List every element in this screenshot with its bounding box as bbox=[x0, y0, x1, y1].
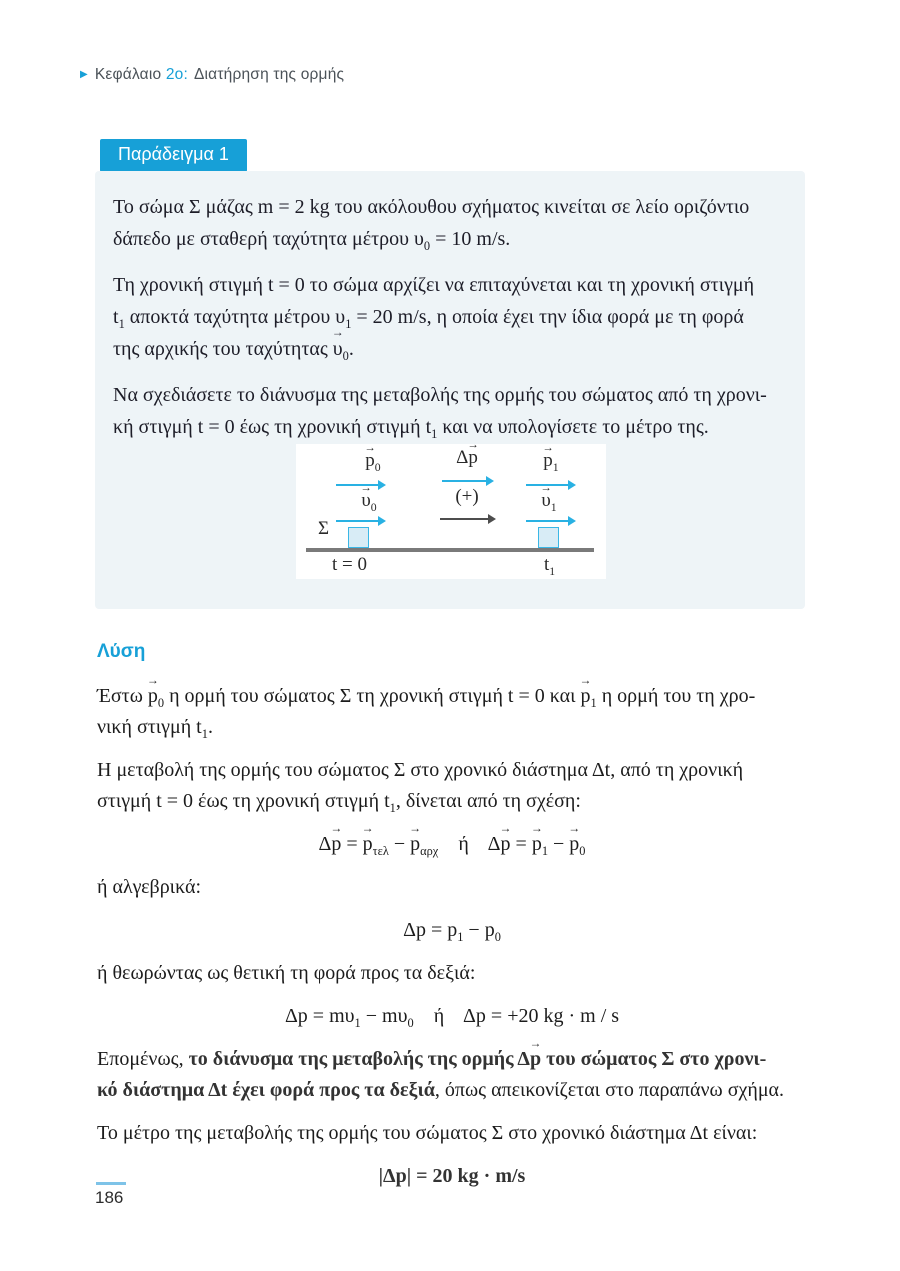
equation-algebraic: $\Delta p = p_1 - p_0$ bbox=[403, 919, 501, 944]
v0-arrow-icon bbox=[336, 520, 384, 522]
body-block-final bbox=[538, 527, 559, 548]
solution-heading: Λύση bbox=[97, 641, 146, 662]
v1-vector-label: → $\upsilon_1$ bbox=[540, 482, 557, 514]
v1-arrow-icon bbox=[526, 520, 574, 522]
footer-accent-line bbox=[96, 1182, 126, 1185]
equation-vector-definition: Δ → p = → $p_{\tau\varepsilon\lambda}$ − → $p_{\alpha\rho\chi}$ ή Δ → p = → $p_1$ − → $p_0$ bbox=[318, 820, 586, 858]
ground-line bbox=[306, 548, 594, 552]
chapter-number: 2ο: bbox=[165, 66, 188, 83]
p1-vector-label: → $p_1$ bbox=[542, 442, 559, 474]
solution-paragraph-3: ή αλγεβρικά: bbox=[97, 876, 202, 898]
p0-vector-label: → $p_0$ bbox=[364, 442, 381, 474]
equation-magnitude-result: |Δp| = 20 kg · m/s bbox=[378, 1165, 526, 1187]
positive-direction-label: (+) bbox=[455, 486, 479, 507]
problem-paragraph-2: Τη χρονική στιγμή t = 0 το σώμα αρχίζει να επιταχύνεται και τη χρονική στιγμή $t_1$ αποκτά ταχύτητα μέτρου $\upsilon_1 = 20$ m/s, η οποία έχει την ίδια φορά με τη φορά της αρχικής του ταχύτητας → $\upsilon_0$. bbox=[113, 274, 755, 363]
solution-paragraph-5: Επομένως, το διάνυσμα της μεταβολής της ορμής Δ → p του σώματος Σ στο χρονι- κό διάστημα Δt έχει φορά προς τα δεξιά, όπως απεικονίζεται στο παραπάνω σχήμα. bbox=[97, 1035, 785, 1101]
problem-paragraph-1: Το σώμα Σ μάζας m = 2 kg του ακόλουθου σχήματος κινείται σε λείο οριζόντιο δάπεδο με σταθερή ταχύτητα μέτρου $\upsilon_0 = 10$ m/s. bbox=[113, 196, 750, 253]
solution-paragraph-1: Έστω → $p_0$ η ορμή του σώματος Σ τη χρονική στιγμή t = 0 και → $p_1$ η ορμή του τη χρο- νική στιγμή $t_1$. bbox=[97, 672, 756, 741]
body-block-initial bbox=[348, 527, 369, 548]
chapter-arrow-icon: ▶ bbox=[80, 69, 88, 80]
problem-text bbox=[113, 191, 789, 457]
time-one-label: $t_1$ bbox=[544, 554, 556, 578]
solution-paragraph-6: Το μέτρο της μεταβολής της ορμής του σώματος Σ στο χρονικό διάστημα Δt είναι: bbox=[97, 1122, 758, 1144]
problem-paragraph-3: Να σχεδιάσετε το διάνυσμα της μεταβολής της ορμής του σώματος από τη χρονι- κή στιγμή t = 0 έως τη χρονική στιγμή $t_1$ και να υπολογίσετε το μέτρο της. bbox=[113, 384, 767, 441]
page-number: 186 bbox=[95, 1188, 124, 1207]
body-sigma-label: Σ bbox=[318, 518, 330, 539]
equation-numeric: $\Delta p = m\upsilon_1 - m\upsilon_0$ ή Δp = +20 kg · m / s bbox=[284, 1005, 620, 1030]
delta-p-arrow-icon bbox=[442, 480, 492, 482]
momentum-diagram bbox=[296, 439, 606, 579]
chapter-header bbox=[80, 66, 344, 84]
chapter-word: Κεφάλαιο bbox=[94, 66, 162, 83]
time-zero-label: t = 0 bbox=[332, 554, 367, 575]
solution-paragraph-2: Η μεταβολή της ορμής του σώματος Σ στο χρονικό διάστημα Δt, από τη χρονική στιγμή t = 0 έως τη χρονική στιγμή $t_1$, δίνεται από τη σχέση: bbox=[97, 759, 744, 815]
example-label: Παράδειγμα 1 bbox=[100, 139, 247, 172]
solution-paragraph-4: ή θεωρώντας ως θετική τη φορά προς τα δεξιά: bbox=[97, 962, 476, 984]
v0-vector-label: → $\upsilon_0$ bbox=[360, 482, 377, 514]
chapter-title: Διατήρηση της ορμής bbox=[193, 66, 345, 83]
positive-direction-arrow-icon bbox=[440, 518, 494, 520]
problem-statement-box bbox=[95, 171, 805, 609]
solution-section bbox=[97, 636, 807, 1204]
delta-p-vector-label: Δ → p bbox=[456, 439, 479, 468]
